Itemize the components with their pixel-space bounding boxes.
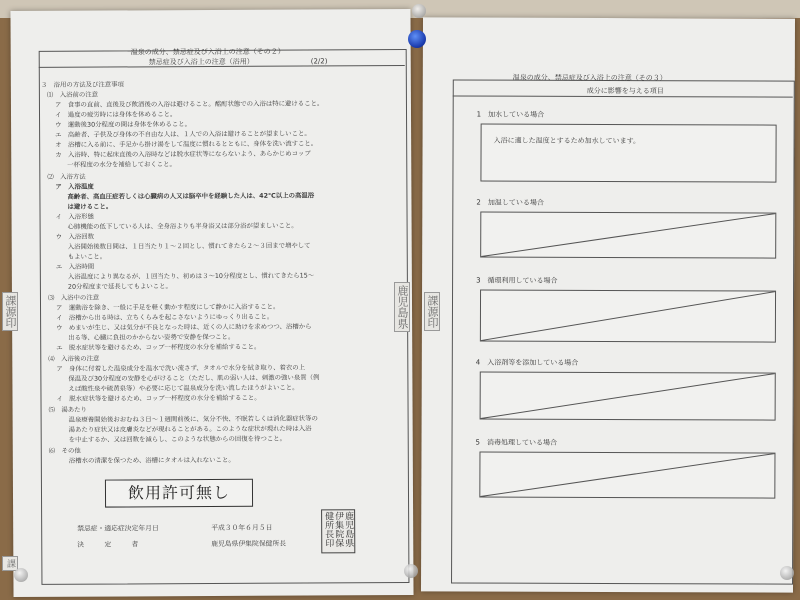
left-notice-sheet — [10, 9, 413, 597]
body-line: イ 入浴形態 — [55, 212, 94, 221]
body-line: ア 身体に付着した温泉成分を温水で洗い流さず、タオルで水分を拭き取り、着衣の上 — [56, 363, 306, 373]
section-box-4 — [480, 372, 776, 421]
strike-line-5 — [480, 453, 774, 498]
body-line: 保温及び30分程度の安静を心がけること（ただし、肌の弱い人は、刺激の強い泉質（例 — [68, 373, 320, 383]
body-line: カ 入浴時、特に起床直後の入浴時などは脱水症状等にならないよう、あらかじめコップ — [55, 149, 311, 159]
body-line: 入浴開始後数日間は、１日当たり１～２回とし、慣れてきたら２～３回まで増やして — [67, 241, 311, 251]
body-line: 一杯程度の水分を補給しておくこと。 — [67, 160, 176, 169]
clear-pushpin-icon — [14, 568, 28, 582]
section-box-1 — [480, 124, 776, 183]
body-line: もよいこと。 — [67, 252, 107, 261]
body-line: は避けること。 — [67, 202, 113, 211]
right-header-title: 温泉の成分、禁忌症及び入浴上の注意（その３） — [512, 73, 667, 83]
body-line: 温泉療養開始後おおむね３日～１週間前後に、気分不快、不眠若しくは消化器症状等の — [68, 414, 318, 424]
body-line: ３ 浴用の方法及び注意事項 — [40, 80, 124, 89]
strike-line-4 — [481, 373, 775, 420]
section-box-2 — [480, 212, 776, 259]
section-label-5: 5 消毒処理している場合 — [475, 438, 558, 447]
section-content-1: 入浴に適した温度とするため加水しています。 — [493, 136, 641, 146]
body-line: ウ 入浴回数 — [55, 232, 95, 241]
body-line: 浴槽水の清潔を保つため、浴槽にタオルは入れないこと。 — [68, 455, 235, 465]
body-line: オ 浴槽に入る前に、手足から掛け湯をして温度に慣れるとともに、身体を洗い流すこと。 — [55, 139, 318, 149]
body-line: 心肺機能の低下している人は、全身浴よりも半身浴又は部分浴が望ましいこと。 — [67, 221, 298, 231]
body-line: 高齢者、高血圧症若しくは心臓病の人又は脳卒中を経験した人は、42℃以上の高温浴 — [67, 191, 315, 201]
body-line: イ 過度の疲労時には身体を休めること。 — [54, 110, 177, 119]
body-line: ウ めまいが生じ、又は気分が不良となった時は、近くの人に助けを求めつつ、浴槽から — [56, 322, 312, 332]
body-line: ア 入浴温度 — [55, 182, 94, 191]
official-stamp: 鹿児島県伊集院保健所長印 — [321, 509, 355, 553]
no-drinking-notice: 飲用許可無し — [105, 479, 253, 508]
body-line: 湯あたり症状又は皮膚炎などが現れることがある。このような症状が現れた時は入浴 — [68, 424, 312, 434]
body-line: ウ 運動後30分程度の間は身体を休めること。 — [55, 120, 192, 129]
body-line: エ 高齢者、子供及び身体の不自由な人は、１人での入浴は避けることが望ましいこと。 — [55, 129, 311, 139]
body-line: を中止するか、又は回数を減らし、このような状態からの回復を待つこと。 — [68, 434, 287, 444]
right-notice-sheet — [421, 17, 795, 592]
body-line: 入浴温度により異なるが、１回当たり、初めは３～10分程度とし、慣れてきたら15～ — [67, 271, 315, 281]
body-line: ⑷ 入浴後の注意 — [48, 354, 100, 363]
body-line: 出る等、心臓に負担のかからない姿勢で安静を保つこと。 — [68, 332, 235, 342]
body-line: ア 食事の直前、直後及び飲酒後の入浴は避けること。酩酊状態での入浴は特に避けること。 — [54, 99, 324, 109]
body-line: エ 入浴時間 — [55, 262, 95, 271]
body-line: イ 脱水症状等を避けるため、コップ一杯程度の水分を補給すること。 — [56, 393, 261, 403]
right-header-subtitle: 成分に影響を与える項目 — [586, 86, 664, 96]
section-label-3: 3 循環利用している場合 — [476, 276, 558, 285]
body-line: えば酸性泉や硫黄泉等）や必要に応じて温泉成分を洗い流したほうがよいこと。 — [68, 383, 299, 393]
footer-date-value: 平成３０年６月５日 — [211, 523, 273, 533]
strike-line-2 — [481, 213, 775, 258]
section-box-5 — [479, 452, 775, 499]
clear-pushpin-icon — [404, 564, 418, 578]
strike-line-3 — [481, 291, 775, 342]
body-line: 20分程度まで延長してもよいこと。 — [67, 282, 172, 291]
footer-date-label: 禁忌症・適応症決定年月日 — [77, 524, 159, 533]
footer-decider-label: 決 定 者 — [77, 540, 139, 549]
body-line: ⑴ 入浴前の注意 — [46, 90, 99, 99]
body-line: エ 脱水症状等を避けるため、コップ一杯程度の水分を補給すること。 — [56, 342, 261, 352]
blue-pushpin-icon — [408, 30, 426, 48]
body-line: ⑸ 湯あたり — [48, 405, 87, 414]
section-label-2: 2 加温している場合 — [476, 198, 544, 207]
body-line: ⑶ 入浴中の注意 — [47, 293, 100, 302]
section-box-3 — [480, 290, 776, 343]
clear-pushpin-icon — [780, 566, 794, 580]
body-line: ⑵ 入浴方法 — [47, 172, 86, 181]
body-line: ⑹ その他 — [48, 446, 81, 455]
section-label-1: 1 加水している場合 — [476, 110, 545, 119]
body-line: ア 運動浴を除き、一般に手足を軽く動かす程度にして静かに入浴すること。 — [56, 302, 280, 312]
clear-pushpin-icon — [412, 4, 426, 18]
left-header-subtitle: 禁忌症及び入浴上の注意（浴用） — [148, 57, 254, 67]
left-page-number: (2/2) — [310, 57, 328, 66]
section-label-4: 4 入浴剤等を添加している場合 — [475, 358, 579, 367]
seal-stamp-middle: 鹿児島県 — [394, 282, 410, 332]
seal-stamp-bottom-left: 課 — [2, 556, 18, 571]
left-header-title: 温泉の成分、禁忌症及び入浴上の注意（その２） — [130, 47, 285, 57]
seal-stamp-right: 課源印 — [424, 292, 440, 331]
seal-stamp-left: 課源印 — [2, 292, 18, 331]
footer-decider-value: 鹿児島県伊集院保健所長 — [211, 539, 287, 549]
body-line: イ 浴槽から出る時は、立ちくらみを起こさないようにゆっくり出ること。 — [56, 312, 274, 322]
